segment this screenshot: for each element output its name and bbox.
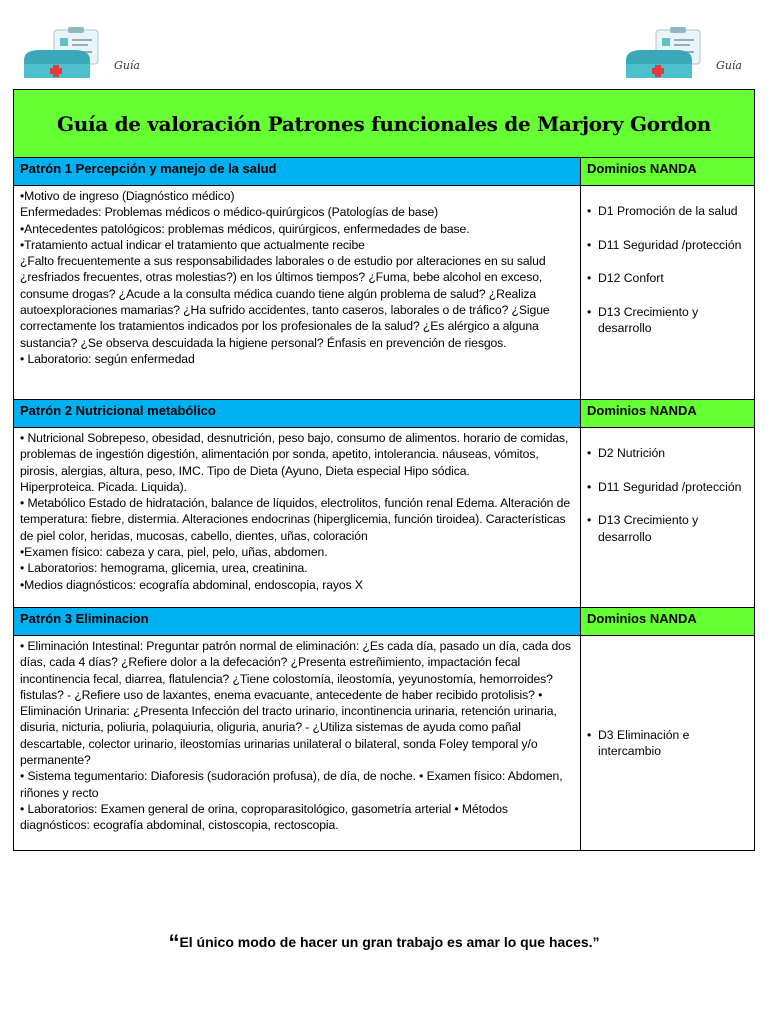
dominios-header: Dominios NANDA — [581, 158, 754, 185]
description-line: Hiperproteica. Picada. Liquida). — [20, 479, 187, 494]
dominios-list — [581, 636, 754, 850]
pattern-header: Patrón 1 Percepción y manejo de la salud — [14, 158, 581, 185]
title-bar — [14, 90, 754, 158]
description-line: disuria, nicturia, poliuria, polaquiuria, oliguria, anuria? - ¿Utiliza sistemas de ayuda como pañal descartable, colector urinario, ileostomías urinarias unilateral o bilateral, sonda Foley temporal y/o permanente? — [20, 720, 538, 768]
pattern-1-header-row — [14, 158, 754, 186]
description-line: ¿Falto frecuentemente a sus responsabilidades laborales o de estudio por alteraciones en su salud ¿resfriados frecuentes, otras molestias?) en los últimos tiempos? ¿Fuma, bebe alcohol en exceso, consume drogas? ¿Acude a la consulta médica cuando tiene algún problema de salud? ¿Realiza autoexploraciones mamarias? ¿Ha sufrido accidentes, tanto caseros, laborales o de tráfico? ¿Sigue correctamente los tratamientos indicados por los profesionales de la salud? ¿Es alérgico a alguna sustancia? ¿Se observa descuidada la higiene personal? Énfasis en prevención de riesgos. — [20, 254, 550, 350]
motivational-quote — [0, 930, 768, 956]
pattern-3-body-row — [14, 636, 754, 850]
description-line: • Laboratorios: hemograma, glicemia, urea, creatinina. — [20, 561, 308, 576]
assessment-table — [13, 89, 755, 851]
pattern-2-header-row — [14, 400, 754, 428]
dominios-list — [581, 186, 754, 399]
description-line: • Eliminación Intestinal: Preguntar patrón normal de eliminación: ¿Es cada día, pasado un día, cada dos días, cada 4 días? ¿Refiere dolor a la defecación? ¿Presenta estreñimiento, impactación fecal incontinencia fecal, diarrea, flatulencia? ¿Tiene colostomía, ileostomía, yeyunostomía, hemorroides? fistulas? - ¿Refiere uso de laxantes, enema evacuante, antecedente de haber recibido protolisis? • Eliminación Urinaria: ¿Presenta Infección del tracto urinario, incontinencia urinaria, retención urinaria, — [20, 639, 571, 719]
logo-text: Guía — [114, 59, 140, 72]
pattern-description — [14, 636, 581, 850]
dominio-item: • D12 Confort — [587, 271, 664, 285]
dominio-item: • D3 Eliminación e intercambio — [587, 727, 690, 758]
description-line: •Motivo de ingreso (Diagnóstico médico) — [20, 189, 235, 203]
description-line: •Tratamiento actual indicar el tratamiento que actualmente recibe — [20, 237, 365, 252]
dominios-header: Dominios NANDA — [581, 400, 754, 427]
quote-text: El único modo de hacer un gran trabajo es amar lo que haces.” — [179, 934, 600, 950]
dominio-item: • D1 Promoción de la salud — [587, 204, 738, 218]
description-line: • Laboratorios: Examen general de orina, coproparasitológico, gasometría arterial • Métodos diagnósticos: ecografía abdominal, cistoscopia, rectoscopia. — [20, 801, 508, 833]
dominio-item: • D2 Nutrición — [587, 446, 666, 460]
logo-text: Guía — [716, 59, 742, 72]
pattern-1-body-row — [14, 186, 754, 400]
logo-right — [622, 24, 744, 82]
page-title: Guía de valoración Patrones funcionales de Marjory Gordon — [56, 111, 712, 136]
description-line: • Sistema tegumentario: Diaforesis (sudoración profusa), de día, de noche. • Examen físico: Abdomen, riñones y recto — [20, 769, 563, 800]
logo-left — [20, 24, 142, 82]
clipboard-icon — [20, 24, 142, 82]
pattern-description — [14, 428, 581, 607]
dominios-list — [581, 428, 754, 607]
pattern-3-header-row — [14, 608, 754, 636]
description-line: • Metabólico Estado de hidratación, balance de líquidos, electrolitos, función renal Edema. Alteración de temperatura: fiebre, distermia. Alteraciones endocrinas (hiperglicemia, función tiroidea). Características de piel color, heridas, mucosas, cabello, dientes, uñas, coloración — [20, 496, 570, 543]
description-line: •Examen físico: cabeza y cara, piel, pelo, uñas, abdomen. — [20, 545, 328, 560]
pattern-header: Patrón 2 Nutricional metabólico — [14, 400, 581, 427]
dominio-item: • D11 Seguridad /protección — [587, 479, 742, 494]
description-line: • Laboratorio: según enfermedad — [20, 351, 195, 366]
description-line: •Medios diagnósticos: ecografía abdominal, endoscopia, rayos X — [20, 577, 363, 592]
pattern-description — [14, 186, 581, 399]
pattern-2-body-row — [14, 428, 754, 608]
description-line: Enfermedades: Problemas médicos o médico-quirúrgicos (Patologías de base) — [20, 205, 439, 220]
dominio-item: • D13 Crecimiento y desarrollo — [587, 513, 699, 544]
dominio-item: • D11 Seguridad /protección — [587, 237, 742, 252]
description-line: • Nutricional Sobrepeso, obesidad, desnutrición, peso bajo, consumo de alimentos. horario de comidas, problemas de ingestión digestión, alimentación por sonda, apetito, intolerancia. náuseas, vómitos, pirosis, alergias, altura, peso, IMC. Tipo de Dieta (Ayuno, Dieta especial Hipo sódica. — [20, 431, 569, 478]
description-line: •Antecedentes patológicos: problemas médicos, quirúrgicos, enfermedades de base. — [20, 221, 470, 236]
clipboard-icon — [622, 24, 744, 82]
pattern-header: Patrón 3 Eliminacion — [14, 608, 581, 635]
dominios-header: Dominios NANDA — [581, 608, 754, 635]
quote-mark: “ — [168, 930, 180, 955]
dominio-item: • D13 Crecimiento y desarrollo — [587, 304, 699, 335]
